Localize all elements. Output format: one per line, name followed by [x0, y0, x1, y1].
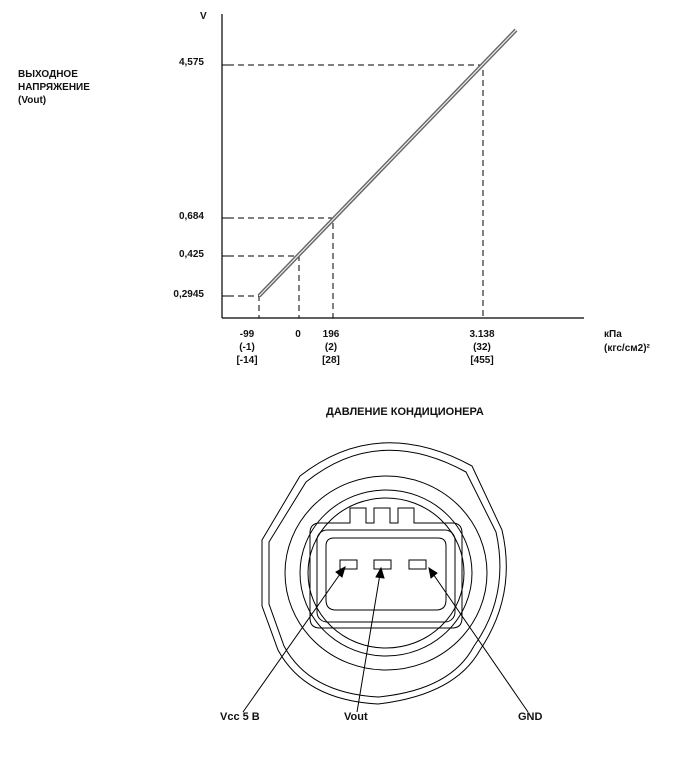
- x-unit-label: кПа (кгс/см2)²: [604, 329, 650, 354]
- pin-label-gnd: GND: [518, 711, 543, 723]
- y-axis-title-line-1: ВЫХОДНОЕ: [18, 69, 78, 80]
- arrowhead-gnd: [429, 568, 437, 578]
- sensor-hex-inner: [269, 450, 500, 697]
- x-tick-label: 0: [295, 329, 301, 340]
- y-tick-label: 0,2945: [173, 289, 204, 300]
- sensor-body-outer: [285, 476, 487, 670]
- leader-line-gnd: [429, 568, 528, 712]
- characteristic-line-core: [259, 30, 516, 296]
- y-tick-label: 0,425: [178, 249, 204, 260]
- pin-label-vcc: Vcc 5 В: [220, 711, 260, 723]
- leader-line-vout: [357, 568, 381, 712]
- x-tick-label: 3.138 (32) [455]: [469, 329, 495, 366]
- pin-vout: [374, 560, 391, 569]
- pin-gnd: [409, 560, 426, 569]
- chart-title: ДАВЛЕНИЕ КОНДИЦИОНЕРА: [326, 406, 484, 418]
- pressure-sensor-connector: [262, 443, 506, 704]
- connector-housing-inner: [326, 538, 446, 610]
- x-tick-label: 196 (2) [28]: [322, 329, 340, 366]
- y-tick-label: 0,684: [178, 211, 204, 222]
- y-axis-title-line-3: (Vout): [18, 95, 47, 106]
- y-unit-label: V: [200, 11, 207, 22]
- leader-line-vcc: [243, 567, 345, 712]
- pin-label-vout: Vout: [344, 711, 368, 723]
- pin-vcc: [340, 560, 357, 569]
- sensor-hex-outer: [262, 443, 506, 704]
- sensor-body-ring-inner: [308, 498, 464, 648]
- x-tick-label: -99 (-1) [-14]: [236, 329, 258, 366]
- guide-line-02945: [228, 296, 259, 318]
- y-axis-title-line-2: НАПРЯЖЕНИЕ: [18, 82, 90, 93]
- y-tick-label: 4,575: [178, 57, 204, 68]
